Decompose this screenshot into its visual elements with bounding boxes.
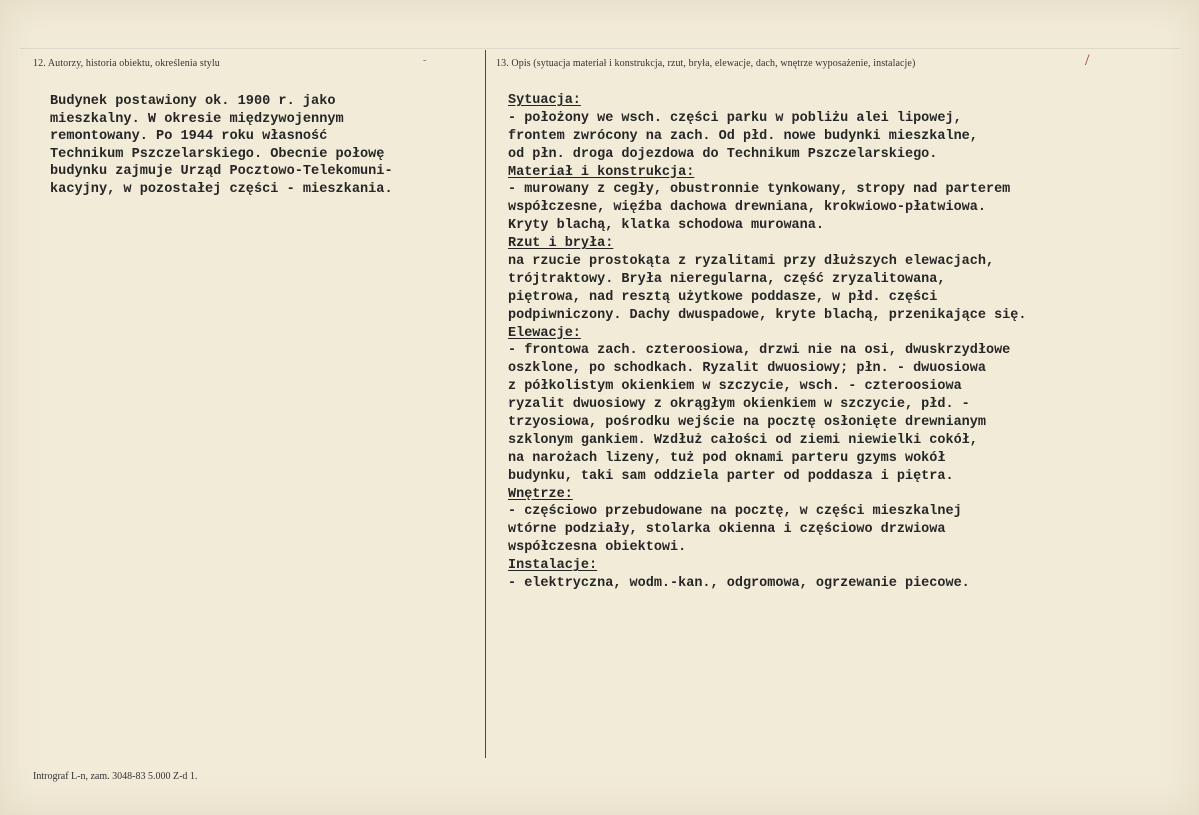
printer-footer: Intrograf L-n, zam. 3048-83 5.000 Z-d 1. [33, 771, 198, 782]
section-heading-text: Wnętrze: [508, 486, 573, 502]
description-line: trójtraktowy. Bryła nieregularna, część zryzalitowana, [508, 271, 946, 287]
section-12-header: 12. Autorzy, historia obiektu, określenia stylu [33, 58, 220, 69]
column-divider [485, 50, 486, 758]
section-13-header: 13. Opis (sytuacja materiał i konstrukcja, rzut, bryła, elewacje, dach, wnętrze wyposażenie, instalacje) [496, 58, 916, 69]
description-line: podpiwniczony. Dachy dwuspadowe, kryte blachą, przenikające się. [508, 307, 1027, 323]
description-line: frontem zwrócony na zach. Od płd. nowe budynki mieszkalne, [508, 128, 978, 144]
section-heading [508, 325, 1173, 343]
description-line: współczesne, więźba dachowa drewniana, krokwiowo-płatwiowa. [508, 200, 986, 216]
history-line: kacyjny, w pozostałej części - mieszkania. [50, 181, 393, 197]
section-heading [508, 92, 1173, 110]
history-line: mieszkalny. W okresie międzywojennym [50, 111, 344, 127]
section-heading-text: Elewacje: [508, 325, 581, 341]
description-line: - frontowa zach. czteroosiowa, drzwi nie na osi, dwuskrzydłowe [508, 343, 1011, 359]
description-line: ryzalit dwuosiowy z okrągłym okienkiem w szczycie, płd. - [508, 397, 970, 413]
description-line: budynku, taki sam oddziela parter od poddasza i piętra. [508, 468, 954, 484]
section-heading [508, 557, 1173, 575]
description-line: wtórne podziały, stolarka okienna i częściowo drzwiowa [508, 522, 946, 538]
description-line: na rzucie prostokąta z ryzalitami przy dłuższych elewacjach, [508, 254, 995, 270]
description-line: trzyosiowa, pośrodku wejście na pocztę osłonięte drewnianym [508, 415, 986, 431]
dot-mark: - [423, 55, 427, 66]
section-heading-text: Sytuacja: [508, 93, 581, 108]
history-text [50, 93, 475, 198]
description-line: z półkolistym okienkiem w szczycie, wsch. - czteroosiowa [508, 379, 962, 395]
description-line: współczesna obiektowi. [508, 540, 687, 556]
section-heading [508, 164, 1173, 182]
section-heading [508, 235, 1173, 253]
description-line: na narożach lizeny, tuż pod oknami parteru gzyms wokół [508, 450, 946, 466]
section-heading [508, 486, 1173, 504]
description-text [508, 92, 1173, 593]
section-heading-text: Instalacje: [508, 558, 598, 574]
description-line: Kryty blachą, klatka schodowa murowana. [508, 218, 824, 234]
description-line: oszklone, po schodkach. Ryzalit dwuosiowy; płn. - dwuosiowa [508, 361, 986, 377]
description-line: od płn. droga dojezdowa do Technikum Pszczelarskiego. [508, 146, 938, 162]
history-line: remontowany. Po 1944 roku własność [50, 129, 328, 144]
section-heading-text: Materiał i konstrukcja: [508, 164, 695, 180]
description-line: - częściowo przebudowane na pocztę, w części mieszkalnej [508, 504, 962, 520]
description-line: - murowany z cegły, obustronnie tynkowany, stropy nad parterem [508, 182, 1011, 198]
description-line: piętrowa, nad resztą użytkowe poddasze, w płd. części [508, 289, 938, 305]
history-line: budynku zajmuje Urząd Pocztowo-Telekomuni- [50, 164, 393, 179]
description-line: szklonym gankiem. Wzdłuż całości od ziemi niewielki cokół, [508, 432, 978, 448]
description-line: - położony we wsch. części parku w pobliżu alei lipowej, [508, 110, 962, 126]
history-line: Budynek postawiony ok. 1900 r. jako [50, 94, 336, 109]
description-line: - elektryczna, wodm.-kan., odgromowa, ogrzewanie piecowe. [508, 576, 970, 592]
top-rule [20, 48, 1180, 49]
section-heading-text: Rzut i bryła: [508, 236, 614, 252]
history-line: Technikum Pszczelarskiego. Obecnie połowę [50, 146, 385, 162]
pencil-slash-mark: / [1085, 52, 1090, 69]
